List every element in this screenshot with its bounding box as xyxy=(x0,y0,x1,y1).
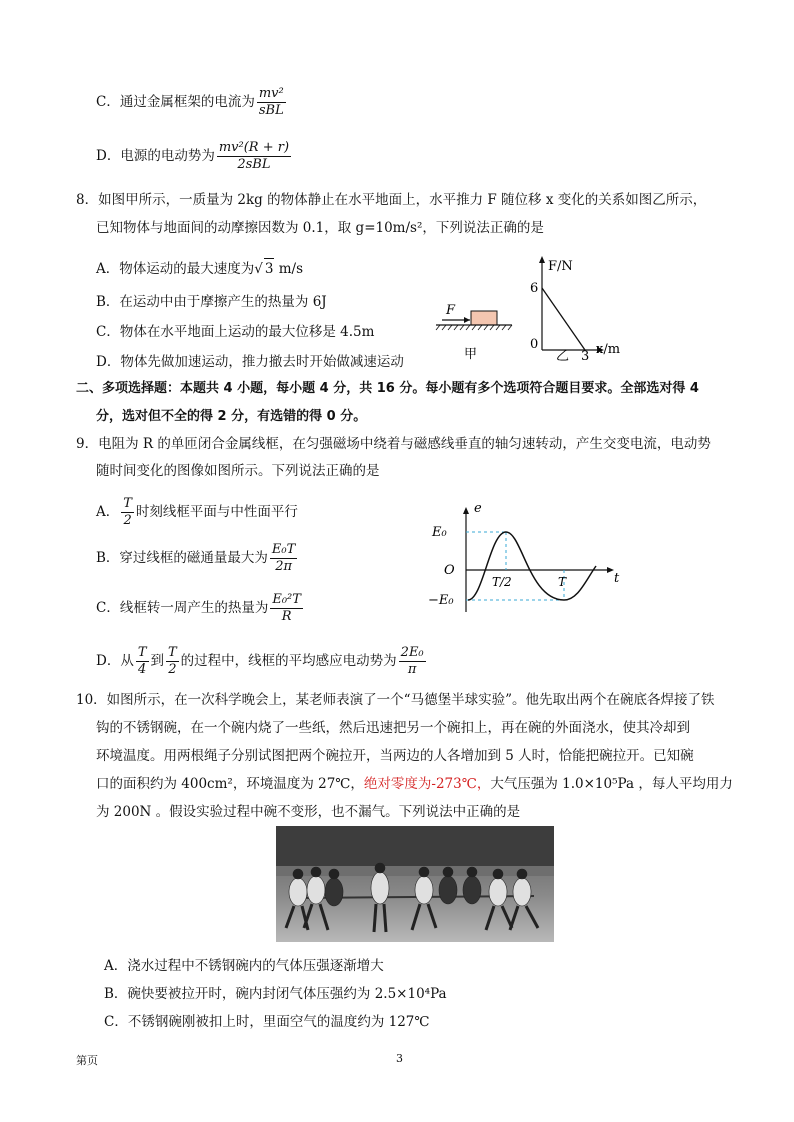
q8-option-c: C．物体在水平地面上运动的最大位移是 4.5m xyxy=(96,324,375,340)
y-axis-label: e xyxy=(474,501,482,516)
fraction: $\frac{T}{2}$ xyxy=(123,496,132,528)
half-period-label: T/2 xyxy=(492,575,512,589)
q9-stem-line1: 9．电阻为 R 的单匝闭合金属线框，在匀强磁场中绕着与磁感线垂直的轴匀速转动，产生交变电流，电动势 xyxy=(76,436,711,452)
q9-option-a: A． $\frac{T}{2}$ 时刻线框平面与中性面平行 xyxy=(96,496,298,528)
footer-left: 第页 xyxy=(76,1054,98,1067)
q10-option-b: B．碗快要被拉开时，碗内封闭气体压强约为 2.5×10⁴Pa xyxy=(104,986,447,1002)
q9-option-b: B．穿过线框的磁通量最大为 $\frac{\text{E₀T}}{2\pi}$ xyxy=(96,542,296,574)
q10-stem-line5: 为 200N 。假设实验过程中碗不变形，也不漏气。下列说法中正确的是 xyxy=(96,804,521,820)
q8-option-b: B．在运动中由于摩擦产生的热量为 6J xyxy=(96,294,327,310)
magdeburg-photo xyxy=(276,826,554,942)
y-axis-label: F/N xyxy=(548,259,573,274)
fraction: $\frac{T}{4}$ xyxy=(137,645,147,677)
origin-label: O xyxy=(444,563,455,578)
fraction: $\frac{\text{E₀²T}}{R}$ xyxy=(272,592,301,624)
neg-e0-label: −E₀ xyxy=(428,593,454,608)
q9-option-c: C．线框转一周产生的热量为 $\frac{\text{E₀²T}}{R}$ xyxy=(96,592,301,624)
q8-option-d: D．物体先做加速运动，推力撤去时开始做减速运动 xyxy=(96,354,404,370)
period-label: T xyxy=(558,575,567,589)
q8-stem-line2: 已知物体与地面间的动摩擦因数为 0.1，取 g=10m/s²，下列说法正确的是 xyxy=(96,220,544,236)
q10-stem-line2: 钩的不锈钢碗，在一个碗内烧了一些纸，然后迅速把另一个碗扣上，再在碗的外面浇水，使其冷却到 xyxy=(96,720,690,736)
q10-option-c: C．不锈钢碗刚被扣上时，里面空气的温度约为 127℃ xyxy=(104,1014,430,1030)
page-number: 3 xyxy=(396,1052,403,1065)
q10-stem-line3: 环境温度。用两根绳子分别试图把两个碗拉开，当两边的人各增加到 5 人时，恰能把碗拉开。已知碗 xyxy=(96,748,694,764)
figure-caption: 甲 xyxy=(464,347,478,362)
section-header-line1: 二、多项选择题：本题共 4 小题，每小题 4 分，共 16 分。每小题有多个选项符合题目要求。全部选对得 4 xyxy=(76,381,699,396)
x-axis-label: t xyxy=(614,571,620,586)
e0-label: E₀ xyxy=(432,525,447,540)
q9-option-d: D．从 $\frac{T}{4}$ 到 $\frac{T}{2}$ 的过程中，线框的平均感应电动势为 $\frac{\text{2E₀}}{\pi}$ xyxy=(96,645,424,677)
q10-stem-line1: 10．如图所示，在一次科学晚会上，某老师表演了一个“马德堡半球实验”。他先取出两个在碗底各焊接了铁 xyxy=(76,692,715,708)
force-label: F xyxy=(446,303,456,318)
q9-emf-graph xyxy=(418,500,628,620)
figure-jia xyxy=(430,296,520,366)
q8-option-a: A．物体运动的最大速度为√ 3 m/s xyxy=(96,258,303,279)
q10-stem-line4: 口的面积约为 400cm²，环境温度为 27℃，绝对零度为-273℃，大气压强为 1.0×10⁵Pa ，每人平均用力 xyxy=(96,776,733,792)
figure-caption: 乙 xyxy=(556,349,570,364)
q7-option-c: C．通过金属框架的电流为 $\frac{\text{mv²}}{\text{sBL}}$ xyxy=(96,86,284,118)
x-axis-label: x/m xyxy=(596,342,621,357)
origin-label: 0 xyxy=(530,337,539,352)
section-header-line2: 分，选对但不全的得 2 分，有选错的得 0 分。 xyxy=(96,409,367,424)
q7-option-d: D．电源的电动势为 $\frac{\text{mv²(R + r)}}{\text{2sBL}}$ xyxy=(96,140,290,172)
fraction: $\frac{\text{E₀T}}{2\pi}$ xyxy=(271,542,296,574)
y-tick: 6 xyxy=(530,281,539,296)
fraction: $\frac{T}{2}$ xyxy=(168,645,177,677)
figure-yi xyxy=(520,252,640,364)
fraction: $\frac{\text{2E₀}}{\pi}$ xyxy=(400,645,424,677)
fraction: $\frac{\text{mv²(R + r)}}{\text{2sBL}}$ xyxy=(218,140,290,172)
q9-stem-line2: 随时间变化的图像如图所示。下列说法正确的是 xyxy=(96,463,380,479)
q8-stem-line1: 8．如图甲所示，一质量为 2kg 的物体静止在水平地面上，水平推力 F 随位移 x 变化的关系如图乙所示， xyxy=(76,192,707,208)
q10-option-a: A．浇水过程中不锈钢碗内的气体压强逐渐增大 xyxy=(104,958,384,974)
fraction: $\frac{\text{mv²}}{\text{sBL}}$ xyxy=(258,86,284,118)
x-tick: 3 xyxy=(581,349,590,364)
